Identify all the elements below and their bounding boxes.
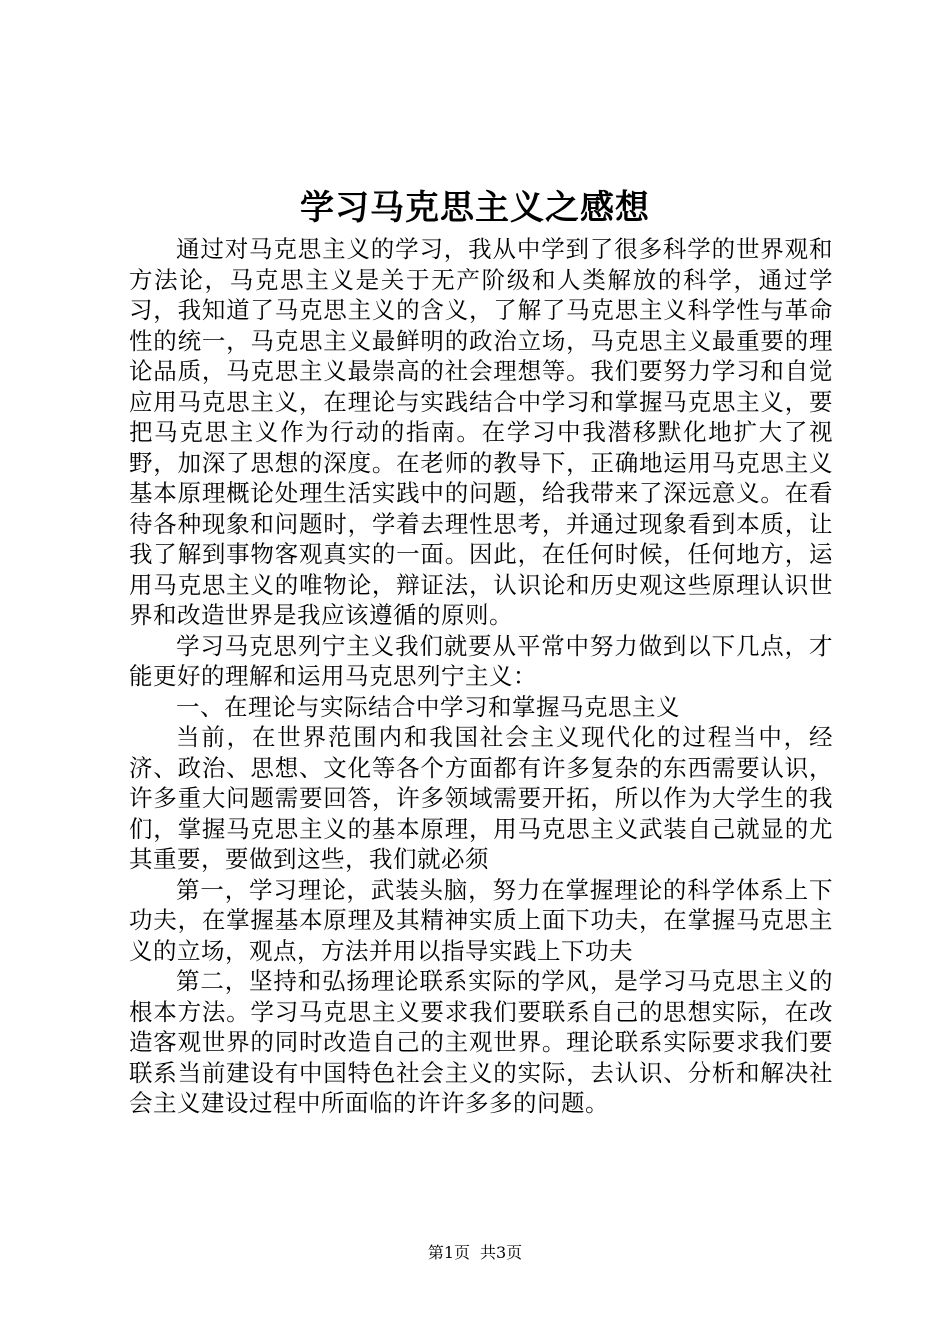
page-total: 共3页 [480, 1243, 523, 1262]
paragraph: 第一，学习理论，武装头脑，努力在掌握理论的科学体系上下功夫，在掌握基本原理及其精神实质上面下功夫，在掌握马克思主义的立场，观点，方法并用以指导实践上下功夫 [129, 875, 833, 965]
section-heading: 一、在理论与实际结合中学习和掌握马克思主义 [176, 692, 680, 721]
paragraph: 当前，在世界范围内和我国社会主义现代化的过程当中，经济、政治、思想、文化等各个方面都有许多复杂的东西需要认识，许多重大问题需要回答，许多领域需要开拓，所以作为大学生的我们，掌握马克思主义的基本原理，用马克思主义武装自己就显的尤其重要，要做到这些，我们就必须 [129, 723, 833, 873]
document-title: 学习马克思主义之感想 [300, 188, 650, 228]
paragraph: 第二，坚持和弘扬理论联系实际的学风，是学习马克思主义的根本方法。学习马克思主义要求我们要联系自己的思想实际，在改造客观世界的同时改造自己的主观世界。理论联系实际要求我们要联系当前建设有中国特色社会主义的实际，去认识、分析和解决社会主义建设过程中所面临的许许多多的问题。 [129, 967, 833, 1117]
paragraph: 通过对马克思主义的学习，我从中学到了很多科学的世界观和方法论，马克思主义是关于无产阶级和人类解放的科学，通过学习，我知道了马克思主义的含义，了解了马克思主义科学性与革命性的统一，马克思主义最鲜明的政治立场，马克思主义最重要的理论品质，马克思主义最崇高的社会理想等。我们要努力学习和自觉应用马克思主义，在理论与实践结合中学习和掌握马克思主义，要把马克思主义作为行动的指南。在学习中我潜移默化地扩大了视野，加深了思想的深度。在老师的教导下，正确地运用马克思主义基本原理概论处理生活实践中的问题，给我带来了深远意义。在看待各种现象和问题时，学着去理性思考，并通过现象看到本质，让我了解到事物客观真实的一面。因此，在任何时候，任何地方，运用马克思主义的唯物论，辩证法，认识论和历史观这些原理认识世界和改造世界是我应该遵循的原则。 [129, 235, 833, 629]
page-number: 第1页 [427, 1243, 470, 1262]
page-footer [0, 1243, 950, 1263]
paragraph: 学习马克思列宁主义我们就要从平常中努力做到以下几点，才能更好的理解和运用马克思列宁主义： [129, 631, 833, 690]
document-body [129, 234, 833, 1119]
